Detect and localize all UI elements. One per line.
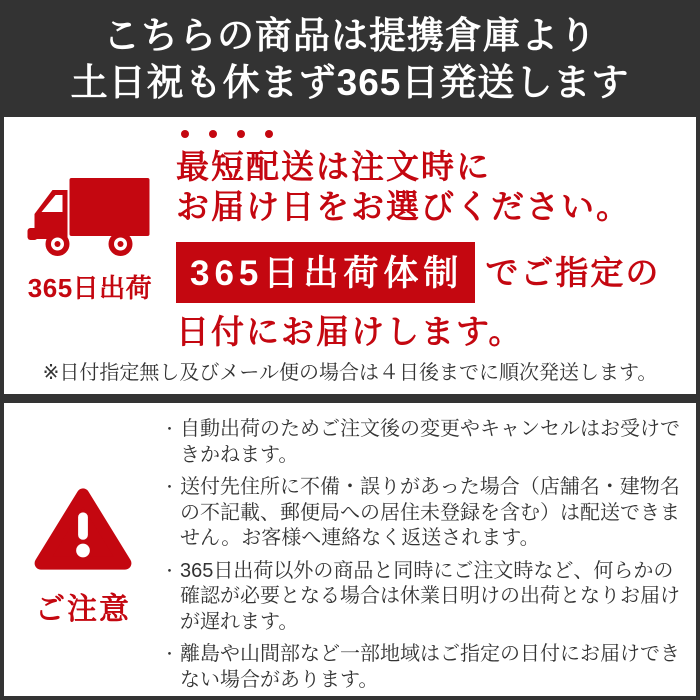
- header-line-2: 土日祝も休まず365日発送します: [70, 61, 630, 103]
- notice-item-text: 365日出荷以外の商品と同時にご注文時など、何らかの確認が必要となる場合は休業日明けの出荷となりお届けが遅れます。: [180, 559, 680, 633]
- notice-section: [4, 403, 696, 696]
- delivery-line-2: お届け日をお選びください。: [176, 188, 631, 225]
- emphasis-dot: [209, 130, 217, 138]
- notice-badge: [4, 403, 162, 696]
- notice-item: [162, 642, 688, 693]
- notice-item: [162, 559, 688, 636]
- delivery-badge: [4, 117, 176, 394]
- warning-icon: [33, 485, 133, 578]
- truck-icon: [27, 175, 153, 266]
- delivery-line-1: 最短配送は注文時に: [176, 148, 491, 185]
- notice-item-text: 自動出荷のためご注文後の変更やキャンセルはお受けできかねます。: [180, 418, 680, 466]
- notice-list: [162, 403, 696, 696]
- section-divider: [0, 394, 700, 403]
- notice-label: ご注意: [35, 593, 131, 626]
- notice-item: [162, 475, 688, 552]
- notice-item-text: 離島や山間部など一部地域はご指定の日付にお届けできない場合があります。: [180, 643, 680, 691]
- notice-item-text: 送付先住所に不備・誤りがあった場合（店舗名・建物名の不記載、郵便局への居住未登録を含む）は配送できません。お客様へ連絡なく返送されます。: [180, 476, 680, 549]
- bullet-marker: ・: [162, 479, 178, 496]
- delivery-note: ※日付指定無し及びメール便の場合は４日後までに順次発送します。: [42, 362, 658, 384]
- bullet-marker: ・: [162, 562, 178, 580]
- header-banner: [0, 0, 700, 117]
- emphasis-dots: [181, 130, 696, 138]
- notice-item: [162, 417, 688, 468]
- delivery-message: [176, 117, 696, 394]
- emphasis-dot: [237, 130, 245, 138]
- highlight-badge: 365日出荷体制: [176, 242, 475, 303]
- delivery-section: [4, 117, 696, 394]
- delivery-line-3-rest: でご指定の: [485, 253, 661, 291]
- delivery-line-3: [176, 242, 696, 303]
- delivery-line-4: 日付にお届けします。: [176, 313, 524, 350]
- header-line-1: こちらの商品は提携倉庫より: [103, 14, 597, 56]
- emphasis-dot: [181, 130, 189, 138]
- bullet-marker: ・: [162, 421, 178, 438]
- emphasis-dot: [265, 130, 273, 138]
- badge-label: 365日出荷: [27, 273, 153, 303]
- bullet-marker: ・: [162, 646, 178, 663]
